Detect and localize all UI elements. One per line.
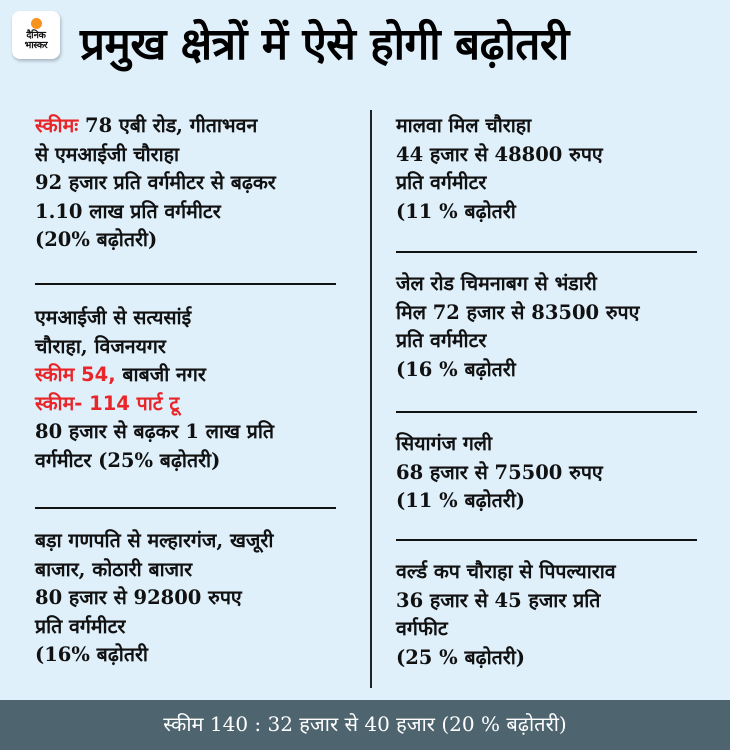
area-block: [35, 527, 355, 670]
section-divider: [396, 411, 697, 413]
text-line: [35, 304, 355, 333]
header: [0, 0, 730, 95]
text-line: [396, 270, 716, 299]
section-divider: [35, 283, 336, 285]
footer-text: स्कीम 140 : 32 हजार से 40 हजार (20 % बढ़ोतरी): [163, 712, 567, 736]
text-line: [396, 459, 716, 488]
text-segment: जेल रोड चिमनाबग से भंडारी: [396, 272, 597, 295]
text-line: [35, 141, 355, 170]
text-segment: (20% बढ़ोतरी): [35, 228, 158, 251]
text-line: [35, 641, 355, 670]
text-segment: प्रति वर्गमीटर: [396, 329, 487, 352]
text-line: [396, 112, 716, 141]
text-line: [396, 327, 716, 356]
text-segment: मालवा मिल चौराहा: [396, 114, 532, 137]
text-segment: (11 % बढ़ोतरी: [396, 199, 516, 223]
section-divider: [35, 507, 336, 509]
text-line: [35, 198, 355, 227]
text-line: [35, 613, 355, 642]
text-line: [35, 112, 355, 141]
area-block: [396, 558, 716, 672]
area-block: [35, 304, 355, 475]
sun-dot-icon: [31, 18, 42, 29]
text-line: [396, 141, 716, 170]
text-segment: मिल 72 हजार से 83500 रुपए: [396, 300, 640, 324]
text-segment: वर्ल्ड कप चौराहा से पिपल्याराव: [396, 560, 616, 583]
area-block: [396, 430, 716, 516]
text-line: [35, 361, 355, 390]
text-line: [35, 169, 355, 198]
text-line: [396, 299, 716, 328]
text-line: [35, 527, 355, 556]
text-segment: बाबजी नगर: [122, 363, 206, 386]
text-line: [35, 390, 355, 419]
text-segment: 44 हजार से 48800 रुपए: [396, 142, 603, 166]
text-segment: सियागंज गली: [396, 432, 493, 455]
text-line: [35, 418, 355, 447]
text-line: [396, 615, 716, 644]
text-segment: बड़ा गणपति से मल्हारगंज, खजूरी: [35, 529, 274, 552]
text-line: [35, 584, 355, 613]
text-segment: 80 हजार से बढ़कर 1 लाख प्रति: [35, 420, 275, 443]
text-line: [396, 169, 716, 198]
text-segment: (11 % बढ़ोतरी): [396, 489, 525, 512]
column-divider: [370, 110, 372, 688]
text-segment: प्रति वर्गमीटर: [35, 614, 126, 638]
text-segment: 68 हजार से 75500 रुपए: [396, 460, 603, 484]
text-segment: 36 हजार से 45 हजार प्रति: [396, 588, 601, 612]
scheme-highlight: स्कीम 54,: [35, 363, 123, 386]
text-segment: प्रति वर्गमीटर: [396, 171, 487, 194]
text-line: [35, 333, 355, 362]
text-segment: (16 % बढ़ोतरी: [396, 357, 516, 381]
area-block: [396, 112, 716, 226]
text-segment: वर्गफीट: [396, 617, 448, 640]
section-divider: [396, 251, 697, 253]
footer-banner: [0, 700, 730, 750]
text-segment: वर्गमीटर (25% बढ़ोतरी): [35, 448, 221, 472]
text-segment: 80 हजार से 92800 रुपए: [35, 586, 242, 609]
text-segment: चौराहा, विजनयगर: [35, 334, 166, 358]
dainik-bhaskar-logo: [12, 11, 60, 59]
text-line: [35, 226, 355, 255]
scheme-highlight: स्कीम- 114 पार्ट टू: [35, 391, 180, 415]
page-title: प्रमुख क्षेत्रों में ऐसे होगी बढ़ोतरी: [80, 19, 569, 70]
area-block: [396, 270, 716, 384]
text-line: [35, 447, 355, 476]
logo-line-1: दैनिक: [26, 30, 46, 41]
text-segment: 1.10 लाख प्रति वर्गमीटर: [35, 199, 221, 223]
text-segment: एमआईजी से सत्यसांई: [35, 306, 192, 329]
text-line: [396, 356, 716, 385]
text-line: [396, 198, 716, 227]
text-line: [396, 644, 716, 673]
area-block: [35, 112, 355, 255]
text-line: [35, 556, 355, 585]
scheme-highlight: स्कीमः: [35, 114, 86, 137]
text-segment: 78 एबी रोड, गीताभवन: [85, 114, 258, 137]
text-line: [396, 487, 716, 516]
text-line: [396, 430, 716, 459]
text-segment: (16% बढ़ोतरी: [35, 643, 148, 666]
text-line: [396, 587, 716, 616]
text-segment: बाजार, कोठारी बाजार: [35, 557, 193, 581]
text-segment: 92 हजार प्रति वर्गमीटर से बढ़कर: [35, 171, 276, 194]
section-divider: [396, 539, 697, 541]
text-segment: (25 % बढ़ोतरी): [396, 645, 525, 669]
text-line: [396, 558, 716, 587]
text-segment: से एमआईजी चौराहा: [35, 142, 180, 166]
logo-line-2: भास्कर: [24, 40, 48, 51]
